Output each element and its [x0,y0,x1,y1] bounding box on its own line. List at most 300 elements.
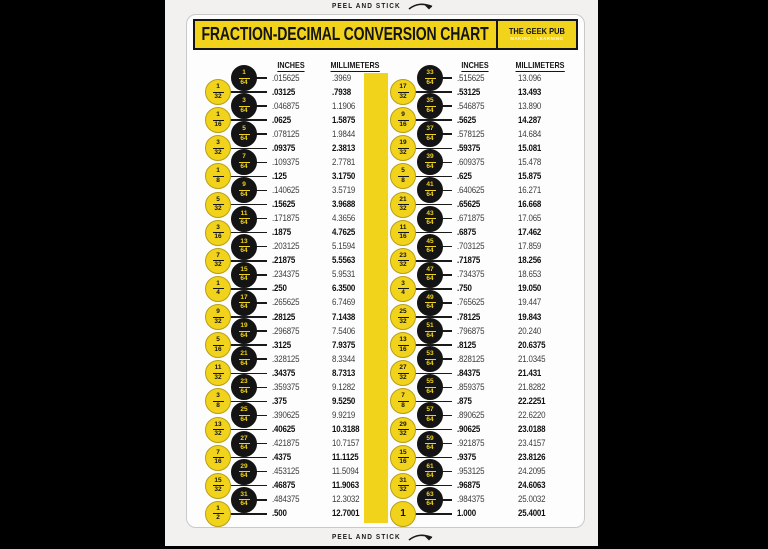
fraction-denominator: 64 [426,359,434,367]
inches-value: .078125 [272,128,300,139]
mm-value: 6.7469 [332,297,356,308]
fraction-badge [231,346,257,372]
fraction-badge [417,149,443,175]
brand-tagline: MAKING · LEARNING [510,35,564,41]
inches-value: .265625 [272,297,300,308]
fraction-denominator: 32 [399,92,407,100]
fraction-badge [205,332,231,358]
fraction-denominator: 16 [214,345,222,353]
fraction-numerator: 1 [216,167,220,175]
fraction-denominator: 64 [426,106,434,114]
peel-label: PEEL AND STICK [331,3,401,10]
fraction-denominator: 64 [426,415,434,423]
inches-value: .609375 [457,156,485,167]
mm-value: 24.6063 [518,480,546,491]
fraction-numerator: 29 [399,420,407,428]
inches-value: .640625 [457,184,485,195]
mm-value: 14.287 [518,114,542,125]
fraction-badge [417,374,443,400]
fraction-numerator: 27 [240,434,248,442]
fraction-denominator: 32 [214,148,222,156]
fraction-badge [205,417,231,443]
fraction-numerator: 7 [401,392,405,400]
fraction-denominator: 64 [240,500,248,508]
fraction-badge [417,402,443,428]
fraction-badge [205,360,231,386]
inches-value: .828125 [457,353,485,364]
inches-value: .59375 [457,142,481,153]
fraction-denominator: 32 [399,317,407,325]
fraction-numerator: 5 [242,125,246,133]
fraction-badge [390,445,416,471]
leader-line [229,457,267,459]
inches-value: .765625 [457,297,485,308]
inches-value: .421875 [272,438,300,449]
fraction-badge [390,135,416,161]
inches-value: .203125 [272,241,300,252]
inches-header-left: INCHES [277,60,305,70]
inches-value: .40625 [272,424,296,434]
conversion-rows-layer [187,15,584,527]
fraction-denominator: 64 [240,275,248,283]
fraction-denominator: 64 [240,444,248,452]
leader-line [414,204,452,206]
inches-value: .375 [272,395,287,406]
fraction-badge [390,163,416,189]
inches-value: .234375 [272,269,300,280]
fraction-denominator: 32 [214,373,222,381]
fraction-badge [205,445,231,471]
fraction-badge [231,318,257,344]
fraction-denominator: 32 [214,430,222,437]
inches-value: .03125 [272,86,296,97]
fraction-badge [231,93,257,119]
mm-value: 11.1125 [332,452,359,463]
fraction-denominator: 32 [214,205,222,213]
brand-name: THE GEEK PUB [508,26,566,37]
mm-value: 7.5406 [332,325,356,336]
fraction-numerator: 3 [242,97,246,105]
mm-value: 5.9531 [332,269,356,280]
fraction-badge [231,262,257,288]
mm-value: 10.7157 [332,438,360,449]
fraction-denominator: 64 [240,134,248,142]
mm-value: 8.7313 [332,367,356,378]
fraction-numerator: 51 [426,322,434,330]
fraction-badge [205,135,231,161]
inches-value: .500 [272,508,287,519]
mm-value: 15.478 [518,156,542,167]
inches-value: .90625 [457,424,481,434]
inches-value: .250 [272,283,287,294]
fraction-badge [417,290,443,316]
inches-value: 1.000 [457,508,476,519]
inches-value: .546875 [457,100,485,111]
fraction-numerator: 47 [426,265,434,273]
fraction-badge [205,192,231,218]
fraction-numerator: 3 [216,392,220,400]
fraction-denominator: 64 [426,219,434,227]
fraction-denominator: 64 [240,472,248,480]
inches-value: .171875 [272,213,300,224]
fraction-denominator: 16 [214,458,222,466]
fraction-badge [390,79,416,105]
leader-line [229,513,267,515]
fraction-numerator: 3 [401,279,405,287]
fraction-numerator: 33 [426,69,434,76]
fraction-numerator: 9 [242,181,246,189]
fraction-badge [231,121,257,147]
mm-value: 3.5719 [332,184,356,195]
mm-value: 11.9063 [332,480,359,491]
fraction-numerator: 19 [399,139,407,147]
mm-value: .7938 [332,86,351,97]
mm-value: 9.5250 [332,395,356,406]
fraction-badge [417,177,443,203]
fraction-numerator: 25 [399,308,407,316]
fraction-badge [390,388,416,414]
fraction-numerator: 17 [399,83,407,91]
fraction-denominator: 8 [216,176,220,184]
fraction-numerator: 13 [399,336,407,344]
fraction-numerator: 41 [426,181,434,189]
fraction-denominator: 16 [214,120,222,128]
fraction-numerator: 37 [426,125,434,133]
fraction-badge [390,304,416,330]
leader-line [229,288,267,290]
inches-value: .53125 [457,86,481,97]
millimeters-header-left: MILLIMETERS [330,60,380,70]
inches-value: .796875 [457,325,485,336]
mm-value: 22.6220 [518,409,546,420]
fraction-numerator: 1 [216,279,220,287]
inches-value: .46875 [272,480,296,491]
peel-swoosh-icon [408,533,434,542]
fraction-numerator: 35 [426,97,434,105]
mm-value: 17.065 [518,213,542,224]
mm-value: 4.3656 [332,213,356,224]
mm-value: 3.9688 [332,199,356,210]
fraction-numerator: 23 [240,378,248,386]
fraction-denominator: 64 [426,387,434,395]
mm-value: 22.2251 [518,395,546,406]
leader-line [414,260,452,262]
leader-line [229,429,267,431]
inches-value: .65625 [457,199,481,210]
fraction-denominator: 64 [426,247,434,255]
inches-value: .390625 [272,409,300,420]
fraction-numerator: 11 [240,209,248,217]
fraction-badge [205,220,231,246]
mm-value: 7.9375 [332,339,356,350]
fraction-numerator: 43 [426,209,434,217]
fraction-numerator: 57 [426,406,434,414]
whole-number: 1 [400,507,406,519]
inches-value: .703125 [457,241,485,252]
fraction-denominator: 32 [399,205,407,213]
fraction-badge [390,417,416,443]
fraction-numerator: 21 [240,350,248,358]
mm-value: 16.271 [518,184,542,195]
fraction-badge [390,332,416,358]
peel-label: PEEL AND STICK [331,534,401,541]
fraction-badge [205,248,231,274]
peel-swoosh-icon [408,2,434,11]
fraction-denominator: 64 [240,387,248,395]
fraction-numerator: 5 [216,336,220,344]
mm-value: 1.9844 [332,128,356,139]
inches-value: .984375 [457,494,485,505]
fraction-badge [417,346,443,372]
fraction-badge [231,177,257,203]
inches-value: .71875 [457,255,481,266]
leader-line [414,429,452,431]
fraction-badge [231,234,257,260]
fraction-numerator: 27 [399,364,407,372]
fraction-badge [231,149,257,175]
fraction-denominator: 4 [216,289,220,297]
inches-value: .328125 [272,353,300,364]
mm-value: 9.1282 [332,381,356,392]
inches-value: .734375 [457,269,485,280]
sticker-sheet [165,0,598,546]
fraction-numerator: 15 [399,448,407,456]
leader-line [229,485,267,487]
inches-value: .015625 [272,72,300,83]
fraction-denominator: 64 [426,444,434,452]
fraction-badge [417,206,443,232]
fraction-denominator: 64 [426,134,434,142]
fraction-numerator: 15 [214,476,222,484]
fraction-badge [231,459,257,485]
mm-value: 24.2095 [518,466,546,477]
mm-value: 14.684 [518,128,542,139]
fraction-numerator: 45 [426,237,434,245]
page-title: FRACTION-DECIMAL CONVERSION CHART [201,24,490,44]
mm-value: 3.1750 [332,170,356,181]
fraction-numerator: 21 [399,195,407,203]
inches-value: .5625 [457,114,476,125]
fraction-badge [205,501,231,527]
fraction-numerator: 5 [401,167,405,175]
mm-value: 21.431 [518,367,542,378]
fraction-denominator: 4 [401,289,405,297]
inches-value: .15625 [272,199,296,210]
leader-line [414,485,452,487]
fraction-badge [417,318,443,344]
fraction-badge [417,234,443,260]
inches-value: .84375 [457,367,481,378]
mm-value: 1.1906 [332,100,356,111]
fraction-denominator: 64 [240,415,248,423]
inches-value: .921875 [457,438,485,449]
inches-value: .21875 [272,255,296,266]
inches-value: .3125 [272,339,291,350]
leader-line [414,457,452,459]
inches-value: .484375 [272,494,300,505]
fraction-denominator: 16 [399,120,407,128]
fraction-denominator: 64 [240,247,248,255]
mm-value: .3969 [332,72,351,83]
mm-value: 19.843 [518,311,542,322]
fraction-denominator: 32 [214,261,222,269]
fraction-badge [231,290,257,316]
fraction-badge [390,473,416,499]
inches-value: .625 [457,170,472,181]
fraction-badge [205,107,231,133]
fraction-numerator: 55 [426,378,434,386]
mm-value: 18.653 [518,269,542,280]
fraction-numerator: 23 [399,251,407,259]
fraction-badge [205,79,231,105]
fraction-denominator: 64 [240,162,248,170]
mm-value: 12.7001 [332,508,360,519]
leader-line [229,204,267,206]
inches-value: .109375 [272,156,300,167]
fraction-denominator: 64 [240,219,248,227]
mm-value: 13.890 [518,100,542,111]
fraction-badge [205,388,231,414]
fraction-badge [390,107,416,133]
fraction-badge [205,473,231,499]
peel-strip-bottom [165,533,598,542]
fraction-badge [417,121,443,147]
fraction-numerator: 1 [216,111,220,119]
mm-value: 20.6375 [518,339,546,350]
inches-value: .78125 [457,311,481,322]
mm-value: 13.493 [518,86,542,97]
mm-value: 15.081 [518,142,542,153]
mm-value: 23.0188 [518,424,546,434]
inches-value: .0625 [272,114,291,125]
fraction-badge [390,248,416,274]
fraction-denominator: 32 [399,486,407,494]
inches-value: .4375 [272,452,291,463]
fraction-numerator: 9 [216,308,220,316]
leader-line [229,260,267,262]
fraction-numerator: 31 [399,476,407,484]
inches-value: .359375 [272,381,300,392]
fraction-badge [390,220,416,246]
fraction-numerator: 39 [426,153,434,161]
fraction-denominator: 8 [401,401,405,409]
fraction-denominator: 8 [216,401,220,409]
fraction-numerator: 7 [242,153,246,161]
inches-value: .453125 [272,466,300,477]
fraction-numerator: 19 [240,322,248,330]
inches-value: .8125 [457,339,476,350]
fraction-numerator: 49 [426,293,434,301]
fraction-badge [417,487,443,513]
fraction-badge [417,431,443,457]
fraction-numerator: 31 [240,490,248,498]
fraction-denominator: 64 [426,162,434,170]
mm-value: 21.8282 [518,381,546,392]
mm-value: 1.5875 [332,114,356,125]
fraction-numerator: 1 [216,504,220,512]
inches-value: .578125 [457,128,485,139]
mm-value: 13.096 [518,72,542,83]
mm-value: 19.050 [518,283,542,294]
inches-value: .515625 [457,72,485,83]
mm-value: 21.0345 [518,353,546,364]
inches-value: .671875 [457,213,485,224]
fraction-badge [390,192,416,218]
inches-value: .046875 [272,100,300,111]
inches-value: .6875 [457,227,476,238]
fraction-denominator: 64 [240,331,248,339]
fraction-numerator: 9 [401,111,405,119]
mm-value: 20.240 [518,325,542,336]
millimeters-header-right: MILLIMETERS [515,60,565,70]
mm-value: 8.3344 [332,353,356,364]
fraction-numerator: 59 [426,434,434,442]
fraction-denominator: 64 [426,500,434,508]
fraction-badge [390,360,416,386]
inches-value: .125 [272,170,287,181]
fraction-denominator: 32 [399,430,407,437]
mm-value: 23.8126 [518,452,546,463]
fraction-denominator: 16 [399,233,407,241]
inches-value: .953125 [457,466,485,477]
fraction-denominator: 2 [216,514,220,522]
leader-line [414,513,452,515]
fraction-badge [417,262,443,288]
fraction-denominator: 64 [240,359,248,367]
fraction-badge [205,163,231,189]
fraction-badge [231,65,257,91]
mm-value: 9.9219 [332,409,356,420]
inches-value: .1875 [272,227,291,238]
fraction-numerator: 15 [240,265,248,273]
fraction-badge [231,206,257,232]
fraction-numerator: 13 [240,237,248,245]
mm-value: 17.462 [518,227,542,238]
fraction-badge [231,402,257,428]
inches-value: .875 [457,395,472,406]
fraction-denominator: 32 [214,486,222,494]
fraction-denominator: 64 [426,275,434,283]
fraction-denominator: 64 [240,303,248,311]
fraction-badge [390,276,416,302]
fraction-numerator: 13 [214,420,222,428]
inches-value: .859375 [457,381,485,392]
fraction-numerator: 1 [242,69,246,76]
fraction-numerator: 63 [426,490,434,498]
fraction-denominator: 32 [214,92,222,100]
inches-header-right: INCHES [461,60,489,70]
fraction-numerator: 11 [399,223,407,231]
mm-value: 16.668 [518,199,542,210]
fraction-denominator: 64 [426,331,434,339]
leader-line [229,91,267,93]
leader-line [414,232,452,234]
fraction-denominator: 32 [214,317,222,325]
mm-value: 11.5094 [332,466,359,477]
mm-value: 18.256 [518,255,542,266]
mm-value: 23.4157 [518,438,546,449]
fraction-denominator: 32 [399,261,407,269]
inches-value: .28125 [272,311,296,322]
mm-value: 4.7625 [332,227,356,238]
mm-value: 19.447 [518,297,542,308]
leader-line [229,316,267,318]
fraction-badge [417,65,443,91]
inches-value: .890625 [457,409,485,420]
fraction-denominator: 64 [240,190,248,198]
fraction-badge [231,431,257,457]
inches-value: .750 [457,283,472,294]
